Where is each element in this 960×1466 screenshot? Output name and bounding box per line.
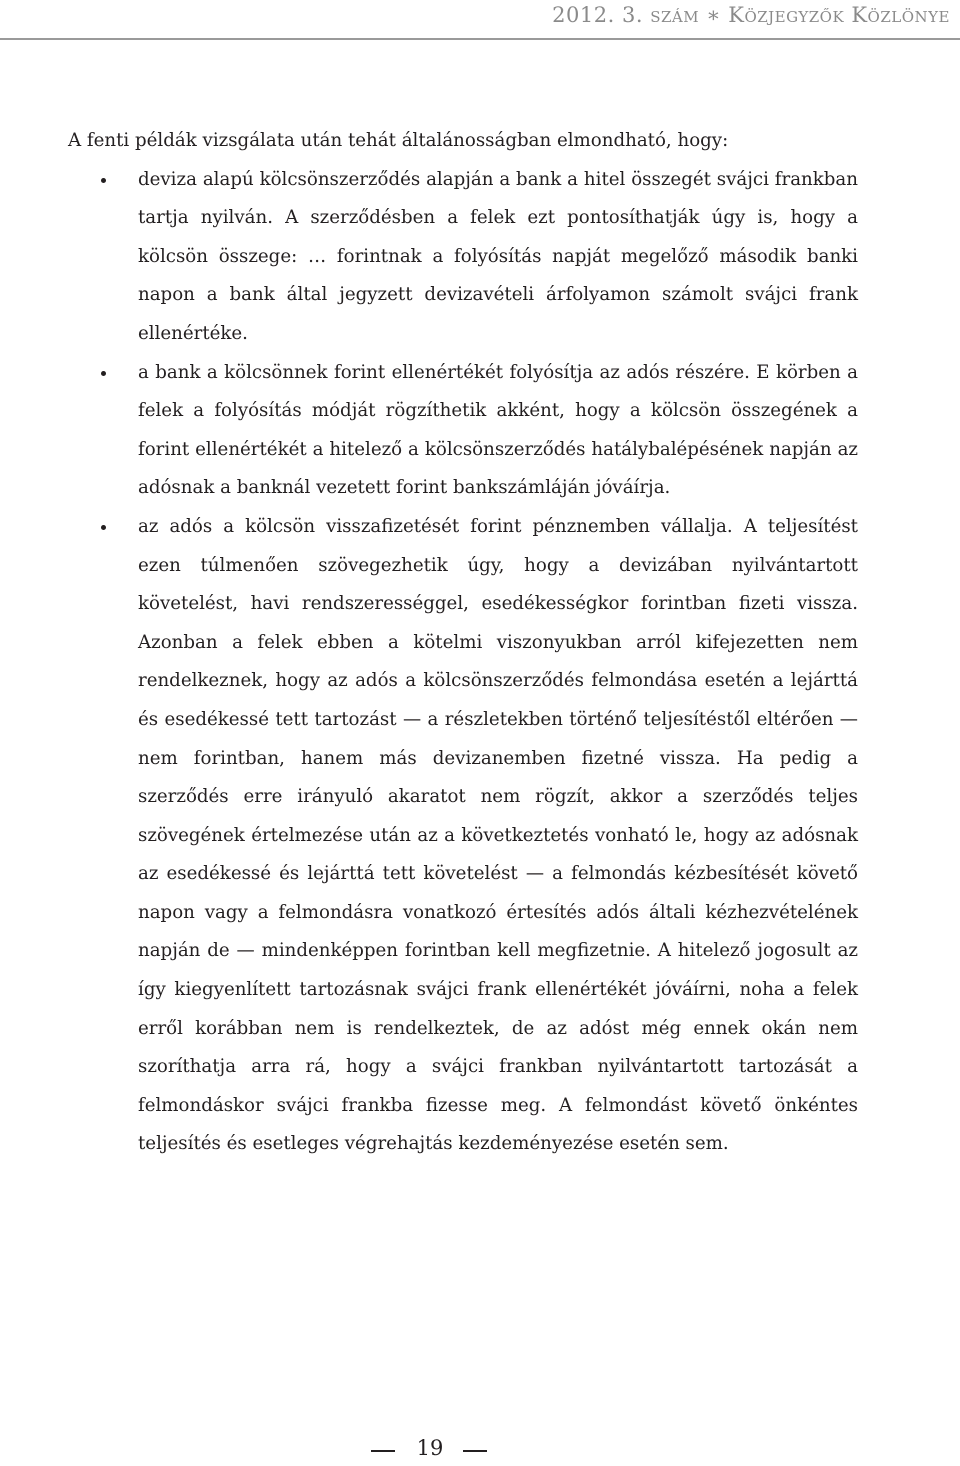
list-item-text: az adós a kölcsön visszafizetését forint pénznemben vállalja. A teljesítést ezen túlmenően szövegezhetik úgy, hogy a devizában nyilvántartott követelést, havi rendszerességgel, esedékességkor forintban fizeti vissza. Azonban a felek ebben a kötelmi viszonyukban arról kifejezetten nem rendelkeznek, hogy az adós a kölcsönszerződés felmondása esetén a lejárttá és esedékessé tett tartozást — a részletekben történő teljesítéstől eltérően — nem forintban, hanem más devizanemben fizetné vissza. Ha pedig a szerződés erre irányuló akaratot nem rögzít, akkor a szerződés teljes szövegének értelmezése után az a következtetés vonható le, hogy az adósnak az esedékessé és lejárttá tett követelést — a felmondás kézbesítését követő napon vagy a felmondásra vonatkozó értesítés adós általi kézhezvételének napján de — mindenképpen forintban kell megfizetnie. A hitelező jogosult az így kiegyenlített tartozásnak svájci frank ellenértékét jóváírni, noha a felek erről korábban nem is rendelkeztek, de az adóst még ennek okán nem szoríthatja arra rá, hogy a svájci frankban nyilvántartott tartozását a felmondáskor svájci frankba fizesse meg. A felmondást követő önkéntes teljesítés és esetleges végrehajtás kezdeményezése esetén sem. xyxy=(138,515,858,1155)
bullet-icon xyxy=(101,525,106,530)
list-item-text: deviza alapú kölcsönszerződés alapján a bank a hitel összegét svájci frankban tartja nyilván. A szerződésben a felek ezt pontosíthatják úgy is, hogy a kölcsön összege: … forintnak a folyósítás napját megelőző második banki napon a bank által jegyzett devizavételi árfolyamon számolt svájci frank ellenértéke. xyxy=(138,168,858,344)
list-item xyxy=(68,354,858,508)
page-number: 19 xyxy=(416,1436,444,1460)
header-issue-word: szám xyxy=(650,3,700,27)
running-header xyxy=(0,0,960,40)
footer-dash-left xyxy=(371,1450,395,1452)
list-item-text: a bank a kölcsönnek forint ellenértékét folyósítja az adós részére. E körben a felek a folyósítás módját rögzíthetik akként, hogy a kölcsön összegének a forint ellenértékét a hitelező a kölcsönszerződés hatálybalépésének napján az adósnak a banknál vezetett forint bankszámláján jóváírja. xyxy=(138,361,858,499)
header-separator: ∗ xyxy=(706,3,722,27)
header-journal-name: Közjegyzők Közlönye xyxy=(728,3,950,27)
header-year: 2012. 3. xyxy=(552,3,644,27)
header-rule xyxy=(0,38,960,40)
header-title xyxy=(552,3,950,27)
intro-paragraph: A fenti példák vizsgálata után tehát általánosságban elmondható, hogy: xyxy=(68,130,729,151)
page-body xyxy=(68,122,858,1164)
list-item xyxy=(68,508,858,1164)
bullet-icon xyxy=(101,371,106,376)
bullet-list xyxy=(68,161,858,1164)
footer-dash-right xyxy=(463,1450,487,1452)
page-footer xyxy=(0,1434,960,1464)
bullet-icon xyxy=(101,178,106,183)
list-item xyxy=(68,161,858,354)
